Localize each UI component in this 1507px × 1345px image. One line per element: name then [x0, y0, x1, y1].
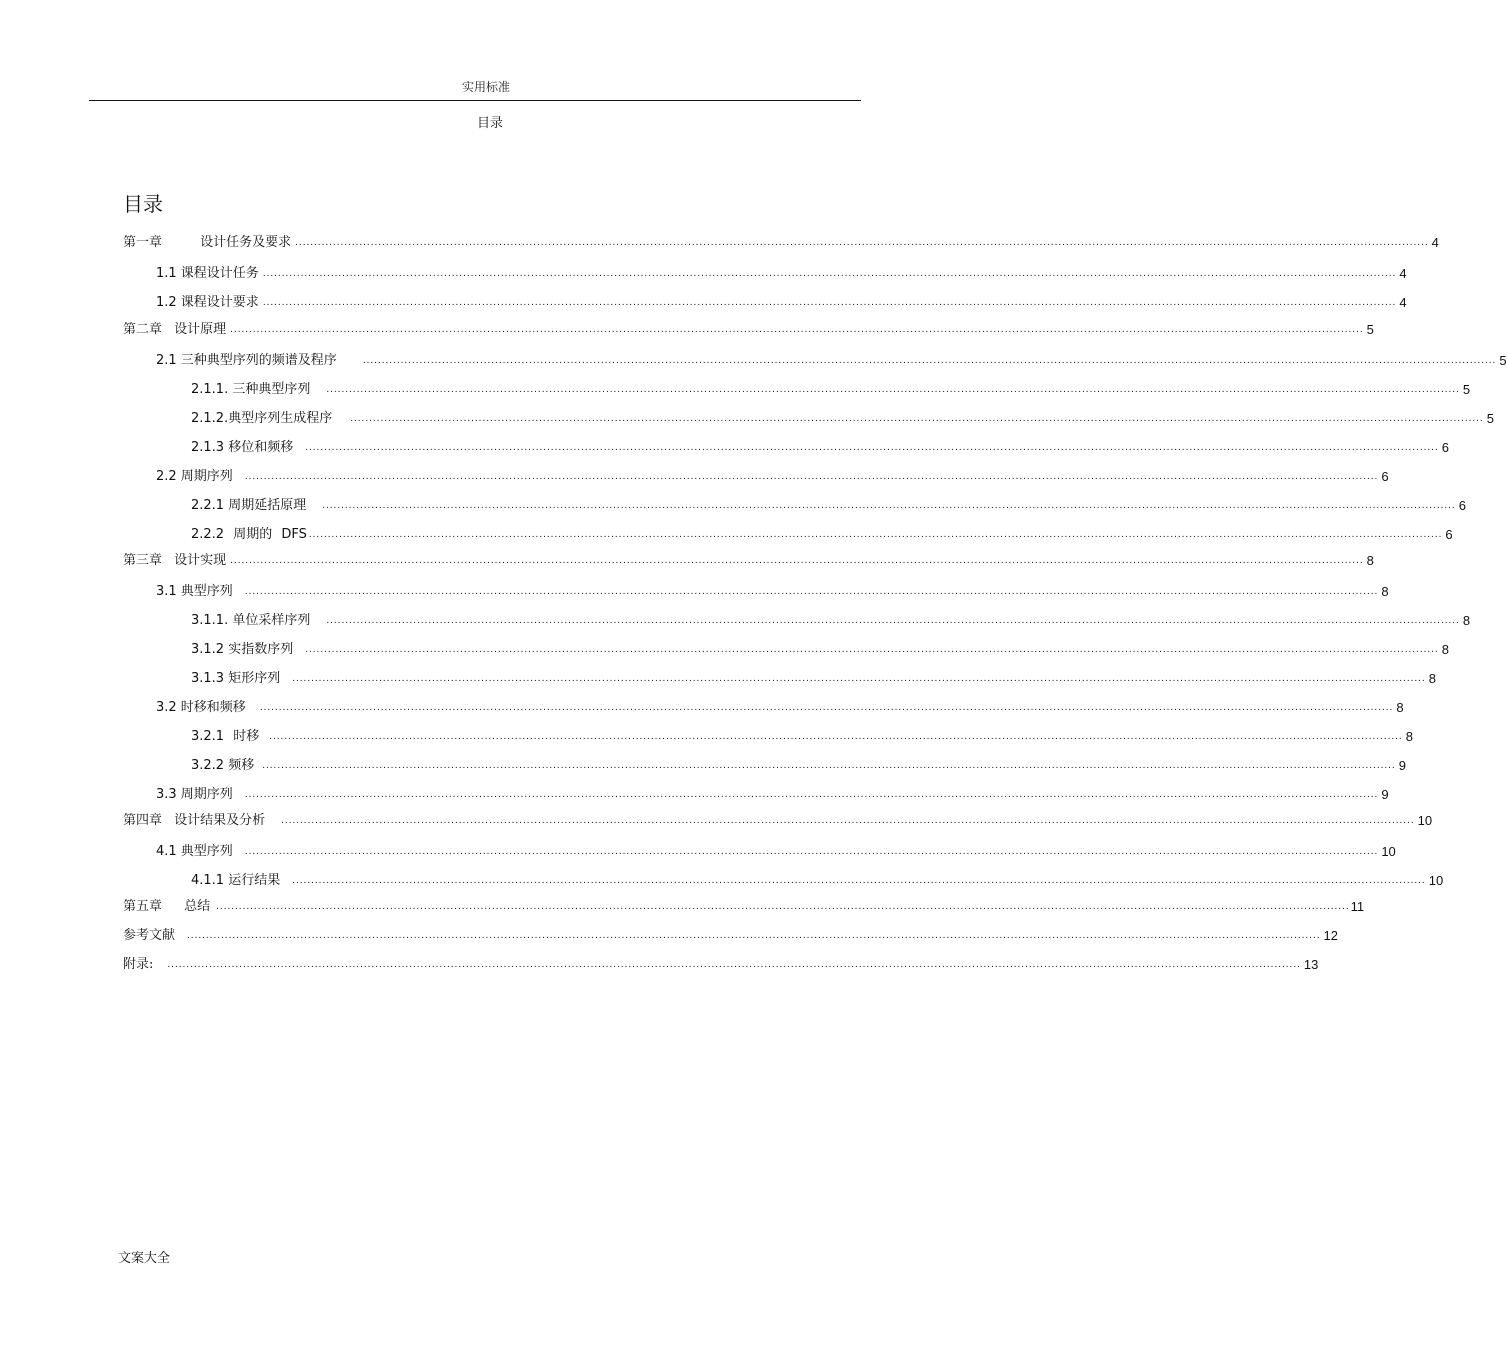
toc-leader: ............................................................................................................................................................................................................................................................................................................ — [362, 355, 1497, 366]
toc-entry-page: 10 — [1381, 844, 1396, 859]
toc-entry-page: 4 — [1399, 295, 1407, 310]
toc-entry-page: 10 — [1417, 813, 1433, 828]
toc-entry[interactable] — [156, 351, 1507, 369]
toc-entry-page: 8 — [1462, 613, 1471, 628]
toc-entry[interactable] — [191, 756, 1406, 774]
toc-entry[interactable] — [191, 669, 1436, 687]
toc-entry[interactable] — [123, 233, 1439, 251]
toc-entry[interactable] — [123, 811, 1433, 829]
toc-entry-page: 5 — [1366, 322, 1374, 337]
toc-entry[interactable] — [123, 320, 1374, 338]
toc-entry-page: 8 — [1366, 553, 1374, 568]
toc-entry-label: 2.2.1 周期延括原理 — [191, 498, 307, 513]
toc-entry-label: 2.1 三种典型序列的频谱及程序 — [156, 353, 337, 368]
toc-entry-label: 第一章 设计任务及要求 — [123, 235, 292, 250]
toc-entry[interactable] — [156, 785, 1389, 803]
page-label: 目录 — [476, 116, 503, 131]
toc-entry-label: 第二章 设计原理 — [123, 322, 227, 337]
toc-entry-page: 5 — [1499, 353, 1507, 368]
toc-entry[interactable] — [123, 551, 1374, 569]
toc-entry-label: 1.2 课程设计要求 — [156, 295, 259, 310]
running-header: 实用标准 — [461, 80, 510, 94]
toc-entry[interactable] — [191, 611, 1471, 629]
toc-entry-page: 4 — [1399, 266, 1407, 281]
toc-entry[interactable] — [123, 955, 1319, 973]
toc-entry-page: 6 — [1441, 440, 1449, 455]
toc-leader: ............................................................................................................................................................................................................................................................................................................ — [350, 413, 1484, 424]
toc-entry-label: 1.1 课程设计任务 — [156, 266, 259, 281]
toc-entry-page: 8 — [1428, 671, 1436, 686]
toc-entry-label: 第四章 设计结果及分析 — [123, 813, 266, 828]
toc-leader: ............................................................................................................................................................................................................................................................................................................ — [292, 673, 1426, 684]
toc-leader: ............................................................................................................................................................................................................................................................................................................ — [167, 959, 1301, 970]
toc-entry-label: 2.2 周期序列 — [156, 469, 233, 484]
toc-entry-label: 4.1.1 运行结果 — [191, 873, 281, 888]
toc-entry[interactable] — [191, 871, 1444, 889]
toc-entry[interactable] — [156, 582, 1389, 600]
toc-entry-label: 3.2 时移和频移 — [156, 700, 246, 715]
toc-leader: ............................................................................................................................................................................................................................................................................................................ — [322, 500, 1456, 511]
toc-leader: ............................................................................................................................................................................................................................................................................................................ — [262, 760, 1396, 771]
toc-entry-page: 13 — [1303, 957, 1319, 972]
toc-entry-page: 8 — [1396, 700, 1404, 715]
toc-leader: ............................................................................................................................................................................................................................................................................................................ — [230, 324, 1364, 335]
toc-entry-label: 3.3 周期序列 — [156, 787, 233, 802]
toc-leader: ............................................................................................................................................................................................................................................................................................................ — [269, 731, 1403, 742]
toc-entry[interactable] — [156, 293, 1407, 311]
toc-entry-label: 第三章 设计实现 — [123, 553, 227, 568]
toc-entry[interactable] — [156, 698, 1404, 716]
toc-entry-page: 6 — [1381, 469, 1389, 484]
toc-entry-page: 6 — [1458, 498, 1466, 513]
toc-entry-page: 8 — [1441, 642, 1449, 657]
toc-entry-label: 2.1.1. 三种典型序列 — [191, 382, 311, 397]
toc-entry-label: 3.2.1 时移 — [191, 729, 260, 744]
toc-entry[interactable] — [123, 926, 1338, 944]
toc-entry-label: 参考文献 — [123, 928, 176, 943]
toc-entry[interactable] — [123, 897, 1365, 915]
toc-leader: ............................................................................................................................................................................................................................................................................................................ — [244, 586, 1379, 597]
toc-entry[interactable] — [191, 409, 1494, 427]
toc-entry-label: 3.1.1. 单位采样序列 — [191, 613, 311, 628]
toc-entry[interactable] — [156, 264, 1407, 282]
toc-leader: ............................................................................................................................................................................................................................................................................................................ — [259, 702, 1394, 713]
toc-entry-page: 12 — [1323, 928, 1338, 943]
toc-leader: ............................................................................................................................................................................................................................................................................................................ — [292, 875, 1426, 886]
toc-entry-label: 2.1.3 移位和频移 — [191, 440, 294, 455]
toc-leader: ............................................................................................................................................................................................................................................................................................................ — [326, 384, 1460, 395]
toc-entry-label: 3.2.2 频移 — [191, 758, 255, 773]
toc-entry-page: 5 — [1462, 382, 1471, 397]
toc-leader: ............................................................................................................................................................................................................................................................................................................ — [244, 789, 1379, 800]
toc-entry-label: 第五章 总结 — [123, 899, 211, 914]
toc-entry-label: 2.2.2 周期的 DFS — [191, 527, 307, 542]
toc-entry-page: 6 — [1445, 527, 1453, 542]
toc-entry-page: 8 — [1405, 729, 1413, 744]
toc-leader: ............................................................................................................................................................................................................................................................................................................ — [295, 237, 1429, 248]
toc-leader: ............................................................................................................................................................................................................................................................................................................ — [187, 930, 1321, 941]
toc-entry-label: 3.1 典型序列 — [156, 584, 233, 599]
toc-entry[interactable] — [191, 640, 1449, 658]
toc-leader: ............................................................................................................................................................................................................................................................................................................ — [305, 442, 1439, 453]
toc-entry[interactable] — [191, 525, 1453, 543]
toc-title: 目录 — [123, 192, 163, 216]
toc-entry-page: 10 — [1428, 873, 1444, 888]
toc-entry-page: 11 — [1350, 899, 1365, 914]
toc-entry-label: 3.1.3 矩形序列 — [191, 671, 281, 686]
toc-entry[interactable] — [156, 467, 1389, 485]
toc-entry[interactable] — [191, 438, 1449, 456]
toc-entry[interactable] — [191, 727, 1413, 745]
toc-entry[interactable] — [191, 380, 1471, 398]
toc-entry-page: 4 — [1431, 235, 1439, 250]
toc-entry-page: 9 — [1398, 758, 1406, 773]
toc-leader: ............................................................................................................................................................................................................................................................................................................ — [244, 471, 1379, 482]
toc-entry-label: 附录: — [123, 957, 154, 972]
toc-leader: ............................................................................................................................................................................................................................................................................................................ — [216, 901, 1350, 912]
toc-leader: ............................................................................................................................................................................................................................................................................................................ — [244, 846, 1379, 857]
toc-leader: ............................................................................................................................................................................................................................................................................................................ — [326, 615, 1460, 626]
toc-entry-label: 3.1.2 实指数序列 — [191, 642, 294, 657]
toc-entry-page: 9 — [1381, 787, 1389, 802]
toc-entry-page: 8 — [1381, 584, 1389, 599]
toc-entry[interactable] — [156, 842, 1396, 860]
toc-entry-label: 2.1.2.典型序列生成程序 — [191, 411, 333, 426]
toc-entry-page: 5 — [1486, 411, 1494, 426]
toc-leader: ............................................................................................................................................................................................................................................................................................................ — [308, 529, 1443, 540]
toc-entry[interactable] — [191, 496, 1466, 514]
header-divider — [89, 100, 861, 101]
toc-entry-label: 4.1 典型序列 — [156, 844, 233, 859]
toc-leader: ............................................................................................................................................................................................................................................................................................................ — [230, 555, 1364, 566]
toc-leader: ............................................................................................................................................................................................................................................................................................................ — [262, 268, 1397, 279]
footer-text: 文案大全 — [118, 1251, 171, 1266]
toc-leader: ............................................................................................................................................................................................................................................................................................................ — [281, 815, 1415, 826]
toc-leader: ............................................................................................................................................................................................................................................................................................................ — [305, 644, 1439, 655]
toc-leader: ............................................................................................................................................................................................................................................................................................................ — [262, 297, 1397, 308]
